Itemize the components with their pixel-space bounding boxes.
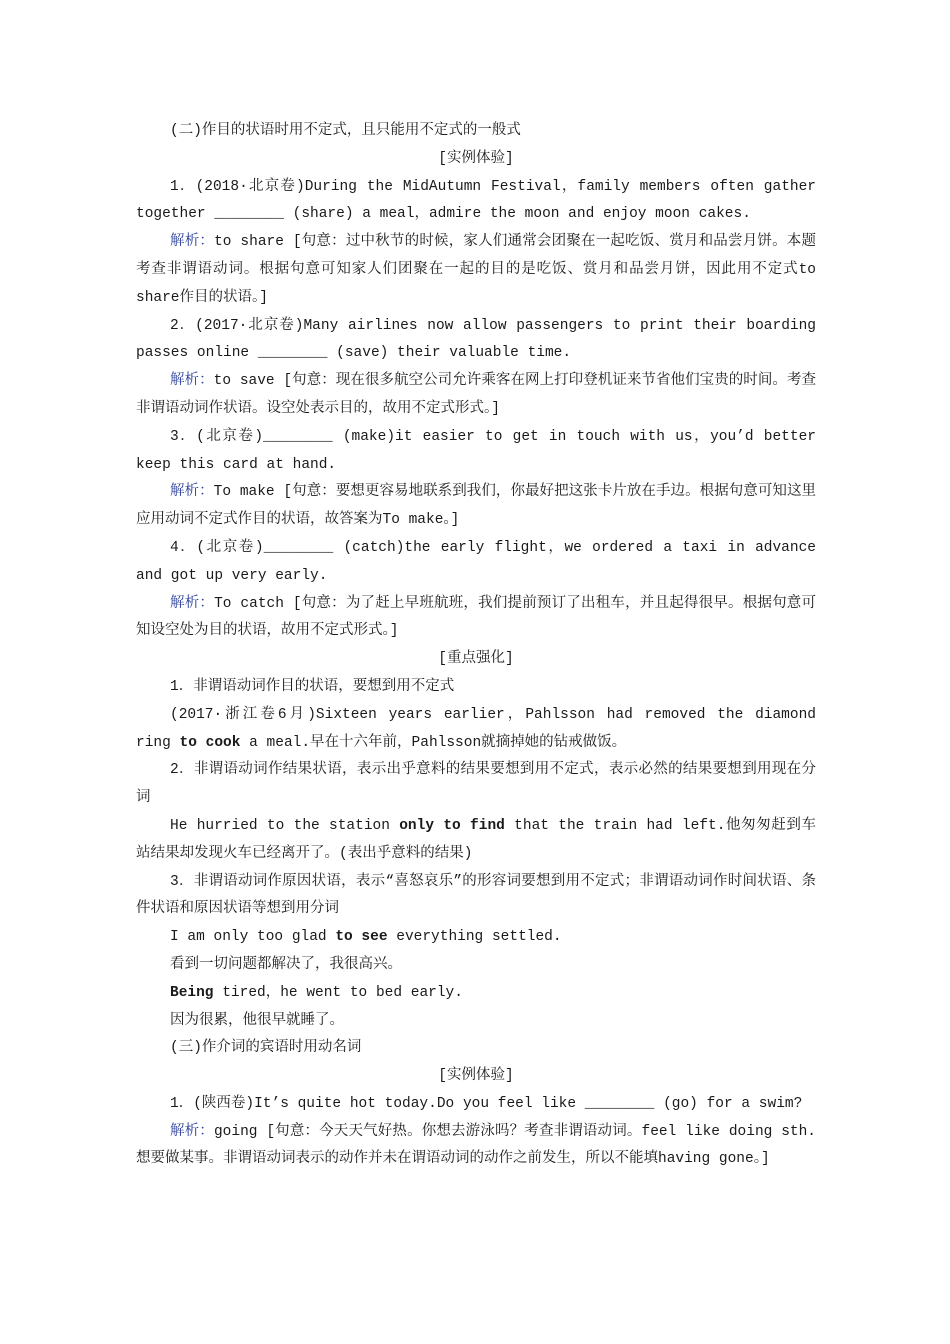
question-1: 1．(2018·北京卷)During the MidAutumn Festival，family members often gather together ________ (share) a meal，admire the moon and enjoy moon cakes. <box>136 178 816 223</box>
analysis-label: 解析： <box>170 484 214 501</box>
question-2: 2．(2017·北京卷)Many airlines now allow passengers to print their boarding passes online ________ (save) their valuable time. <box>136 317 816 362</box>
example-heading-2: [实例体验] <box>438 1068 514 1085</box>
answer-2 <box>136 368 816 424</box>
analysis-label: 解析： <box>170 595 215 612</box>
example-2 <box>136 813 816 869</box>
example-4 <box>136 980 816 1008</box>
question-4: 4．(北京卷)________ (catch)the early flight，we ordered a taxi in advance and got up very early. <box>136 539 816 584</box>
section-heading-3: (三)作介词的宾语时用动名词 <box>170 1040 362 1057</box>
answer-1-text: to share [句意：过中秋节的时候，家人们通常会团聚在一起吃饭、赏月和品尝月饼。本题考查非谓语动词。根据句意可知家人们团聚在一起的目的是吃饭、赏月和品尝月饼，因此用不定式to share作目的状语。] <box>136 234 817 306</box>
example-1-bold: to cook <box>179 734 241 751</box>
answer-5 <box>136 1119 816 1175</box>
example-4-bold: Being <box>170 984 214 1001</box>
answer-1 <box>136 229 816 312</box>
example-2-pre: He hurried to the station <box>170 817 400 834</box>
answer-4-text: To catch [句意：为了赶上早班航班，我们提前预订了出租车，并且起得很早。根据句意可知设空处为目的状语，故用不定式形式。] <box>136 595 817 640</box>
example-3 <box>136 924 816 952</box>
example-1 <box>136 702 816 758</box>
point-2: 2．非谓语动词作结果状语，表示出乎意料的结果要想到用不定式，表示必然的结果要想到用现在分词 <box>136 762 816 807</box>
analysis-label: 解析： <box>170 234 215 251</box>
example-heading: [实例体验] <box>438 150 514 167</box>
section-heading-2: (二)作目的状语时用不定式，且只能用不定式的一般式 <box>170 123 521 139</box>
example-3-translation: 看到一切问题都解决了，我很高兴。 <box>170 956 402 973</box>
example-3-bold: to see <box>335 929 388 946</box>
answer-5-text: going [句意：今天天气好热。你想去游泳吗？考查非谓语动词。feel like doing sth.想要做某事。非谓语动词表示的动作并未在谓语动词的动作之前发生，所以不能填having gone。] <box>136 1123 817 1168</box>
example-1-pre: (2017·浙江卷6月)Sixteen years earlier，Pahlsson had removed the diamond ring <box>136 706 816 751</box>
example-1-post: a meal.早在十六年前，Pahlsson就摘掉她的钻戒做饭。 <box>240 734 627 751</box>
answer-4 <box>136 591 816 647</box>
example-2-bold: only to find <box>399 817 505 834</box>
example-4-post: tired，he went to bed early. <box>213 984 463 1001</box>
question-3: 3．(北京卷)________ (make)it easier to get in touch with us，you’d better keep this card at hand. <box>136 428 816 473</box>
question-5: 1．(陕西卷)It’s quite hot today.Do you feel like ________ (go) for a swim? <box>170 1095 803 1112</box>
answer-3-text: To make [句意：要想更容易地联系到我们，你最好把这张卡片放在手边。根据句意可知这里应用动词不定式作目的状语，故答案为To make。] <box>136 484 817 529</box>
answer-3 <box>136 479 816 535</box>
point-3: 3．非谓语动词作原因状语，表示“喜怒哀乐”的形容词要想到用不定式；非谓语动词作时间状语、条件状语和原因状语等想到用分词 <box>136 873 816 918</box>
example-3-post: everything settled. <box>387 929 562 946</box>
example-4-translation: 因为很累，他很早就睡了。 <box>170 1012 344 1029</box>
document-body <box>136 118 816 1174</box>
analysis-label: 解析： <box>170 1123 214 1140</box>
key-points-heading: [重点强化] <box>438 651 514 668</box>
answer-2-text: to save [句意：现在很多航空公司允许乘客在网上打印登机证来节省他们宝贵的时间。考查非谓语动词作状语。设空处表示目的，故用不定式形式。] <box>136 373 817 417</box>
example-2-post: that the train had left.他匆匆赶到车站结果却发现火车已经离开了。(表出乎意料的结果) <box>136 817 816 862</box>
point-1: 1．非谓语动词作目的状语，要想到用不定式 <box>170 678 455 695</box>
analysis-label: 解析： <box>170 373 214 390</box>
example-3-pre: I am only too glad <box>170 929 336 946</box>
